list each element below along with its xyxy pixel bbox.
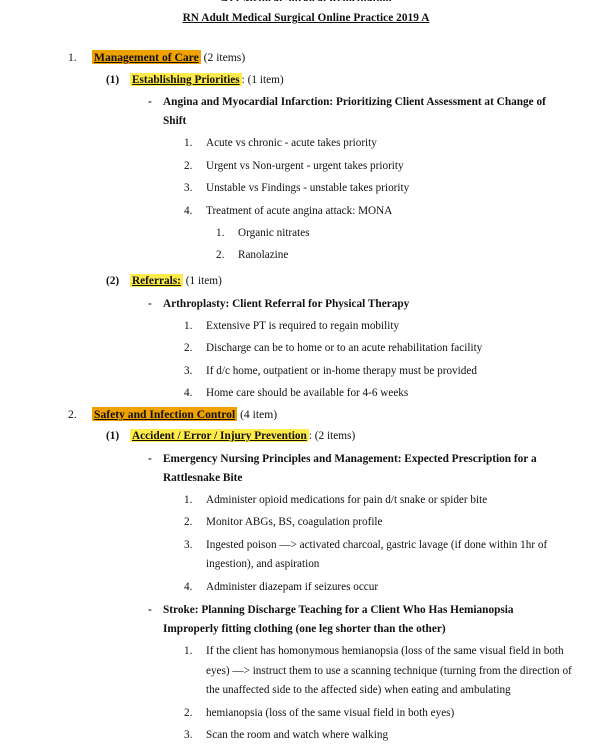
dash-bullet-icon: - bbox=[148, 604, 152, 616]
point-marker: 3. bbox=[184, 364, 193, 377]
subsection-marker: (1) bbox=[106, 73, 120, 86]
section-title: Management of Care bbox=[94, 51, 199, 64]
document-subtitle: RN Adult Medical Surgical Online Practice 2019 A bbox=[182, 12, 430, 24]
subsection-count: : (2 items) bbox=[308, 430, 356, 442]
section-heading-content bbox=[92, 406, 572, 425]
point-marker: 2. bbox=[184, 516, 193, 528]
point-marker: 3. bbox=[184, 182, 193, 194]
subsection-count: (1 item) bbox=[182, 275, 222, 287]
point-marker: 4. bbox=[184, 387, 193, 399]
subsection-heading-content bbox=[130, 427, 572, 446]
point-text: Urgent vs Non-urgent - urgent takes priority bbox=[206, 159, 404, 172]
point-row bbox=[40, 339, 572, 359]
subpoint-text: Ranolazine bbox=[238, 249, 289, 261]
topic-row bbox=[40, 601, 572, 639]
point-row bbox=[40, 202, 572, 222]
point-row bbox=[40, 134, 572, 154]
topic-title: Arthroplasty: Client Referral for Physical Therapy bbox=[163, 297, 410, 310]
subsection-marker: (2) bbox=[106, 275, 120, 287]
spacer bbox=[40, 265, 572, 269]
subsection-heading bbox=[40, 71, 572, 90]
subpoint-marker: 2. bbox=[216, 249, 225, 261]
point-marker: 1. bbox=[184, 319, 193, 332]
point-row bbox=[40, 384, 572, 404]
point-marker: 1. bbox=[184, 137, 193, 149]
topic-row bbox=[40, 93, 572, 131]
point-text: Acute vs chronic - acute takes priority bbox=[206, 137, 377, 149]
point-text: Treatment of acute angina attack: MONA bbox=[206, 204, 393, 217]
point-row bbox=[40, 157, 572, 177]
point-text: Extensive PT is required to regain mobility bbox=[206, 319, 400, 332]
subsection-title: Establishing Priorities bbox=[132, 73, 240, 86]
point-row bbox=[40, 642, 572, 701]
section-marker: 2. bbox=[68, 407, 77, 421]
subpoint-row bbox=[40, 246, 572, 265]
point-row bbox=[40, 536, 572, 575]
point-row bbox=[40, 704, 572, 724]
section-marker: 1. bbox=[68, 51, 77, 64]
dash-bullet-icon: - bbox=[148, 96, 152, 108]
title-block bbox=[40, 0, 572, 25]
topic-row bbox=[40, 450, 572, 488]
outline-body bbox=[40, 49, 572, 746]
subpoint-marker: 1. bbox=[216, 227, 225, 239]
point-marker: 4. bbox=[184, 204, 193, 217]
section-count: (2 items) bbox=[200, 51, 246, 64]
subsection-marker: (1) bbox=[106, 430, 120, 442]
point-row bbox=[40, 513, 572, 533]
section-count: (4 item) bbox=[237, 407, 278, 421]
subsection-title: Referrals: bbox=[132, 275, 181, 287]
point-text: If d/c home, outpatient or in-home therapy must be provided bbox=[206, 364, 477, 377]
point-marker: 2. bbox=[184, 159, 193, 172]
topic-title: Stroke: Planning Discharge Teaching for a Client Who Has Hemianopsia Improperly fitting clothing (one leg shorter than the other) bbox=[163, 604, 514, 635]
point-text: Monitor ABGs, BS, coagulation profile bbox=[206, 516, 383, 528]
point-row bbox=[40, 726, 572, 746]
point-text: Administer opioid medications for pain d/t snake or spider bite bbox=[206, 493, 488, 506]
point-marker: 2. bbox=[184, 706, 193, 719]
point-marker: 4. bbox=[184, 580, 193, 593]
document-title bbox=[40, 0, 572, 1]
point-text: Ingested poison —> activated charcoal, gastric lavage (if done within 1hr of ingestion), and aspiration bbox=[206, 538, 548, 570]
subsection-heading bbox=[40, 427, 572, 446]
dash-bullet-icon: - bbox=[148, 297, 152, 310]
point-text: If the client has homonymous hemianopsia (loss of the same visual field in both eyes) —> instruct them to use a scanning technique (turning from the direction of the unaffected side to the affected side) when eating and ambulating bbox=[206, 645, 572, 696]
subsection-count: : (1 item) bbox=[241, 73, 284, 86]
subsection-heading-content bbox=[130, 272, 572, 291]
topic-title: Angina and Myocardial Infarction: Prioritizing Client Assessment at Change of Shift bbox=[163, 96, 546, 127]
point-marker: 1. bbox=[184, 493, 193, 506]
point-row bbox=[40, 362, 572, 382]
topic-row bbox=[40, 295, 572, 314]
point-row bbox=[40, 179, 572, 199]
section-heading bbox=[40, 406, 572, 425]
point-text: Discharge can be to home or to an acute rehabilitation facility bbox=[206, 342, 483, 354]
point-row bbox=[40, 317, 572, 337]
subpoint-row bbox=[40, 224, 572, 243]
point-marker: 1. bbox=[184, 645, 193, 657]
subpoint-text: Organic nitrates bbox=[238, 227, 310, 239]
section-title: Safety and Infection Control bbox=[94, 407, 236, 421]
topic-title: Emergency Nursing Principles and Management: Expected Prescription for a Rattlesnake Bite bbox=[163, 452, 537, 484]
point-text: Home care should be available for 4-6 weeks bbox=[206, 387, 409, 399]
point-row bbox=[40, 578, 572, 598]
point-marker: 3. bbox=[184, 729, 193, 741]
point-row bbox=[40, 491, 572, 511]
point-text: Administer diazepam if seizures occur bbox=[206, 580, 379, 593]
point-text: Scan the room and watch where walking bbox=[206, 729, 389, 741]
section-heading-content bbox=[92, 49, 572, 68]
section-heading bbox=[40, 49, 572, 68]
subsection-heading-content bbox=[130, 71, 572, 90]
subsection-heading bbox=[40, 272, 572, 291]
point-text: hemianopsia (loss of the same visual field in both eyes) bbox=[206, 706, 455, 719]
subsection-title: Accident / Error / Injury Prevention bbox=[132, 430, 307, 442]
dash-bullet-icon: - bbox=[148, 452, 152, 465]
point-text: Unstable vs Findings - unstable takes priority bbox=[206, 182, 410, 194]
point-marker: 2. bbox=[184, 342, 193, 354]
point-marker: 3. bbox=[184, 538, 193, 551]
